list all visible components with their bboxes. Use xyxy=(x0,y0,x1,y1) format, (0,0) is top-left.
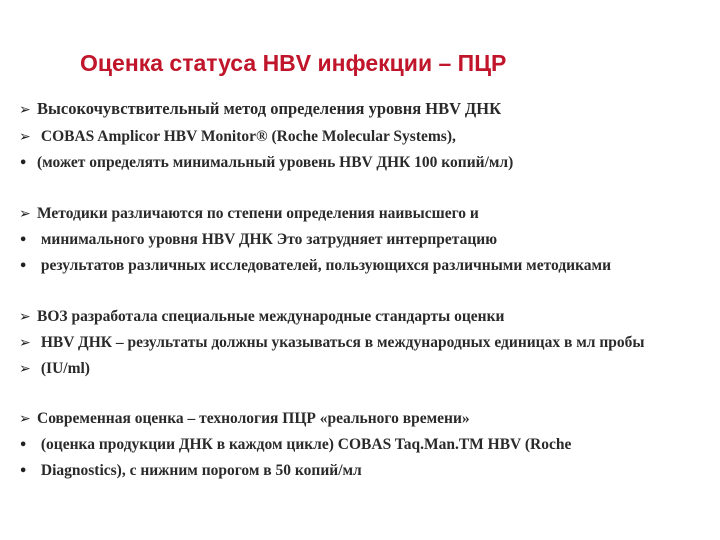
list-item xyxy=(19,460,362,483)
list-item xyxy=(19,126,456,148)
slide-title: Оценка статуса HBV инфекции – ПЦР xyxy=(80,50,507,76)
list-item xyxy=(19,98,501,121)
list-item xyxy=(19,434,571,457)
arrow-bullet-icon: ➢ xyxy=(19,309,31,325)
arrow-bullet-icon: ➢ xyxy=(19,361,31,377)
list-item-text: Diagnostics), с нижним порогом в 50 копий/мл xyxy=(37,462,362,479)
list-item xyxy=(19,332,645,354)
arrow-bullet-icon: ➢ xyxy=(19,129,31,145)
list-item-text: ВОЗ разработала специальные международные стандарты оценки xyxy=(37,308,505,325)
list-item xyxy=(19,358,90,380)
list-item xyxy=(19,408,470,430)
list-item-text: результатов различных исследователей, пользующихся различными методиками xyxy=(37,257,612,274)
list-item xyxy=(19,229,497,252)
list-item xyxy=(19,203,479,225)
arrow-bullet-icon: ➢ xyxy=(19,335,31,351)
list-item-text: Высокочувствительный метод определения уровня HBV ДНК xyxy=(37,99,502,118)
dot-bullet-icon: • xyxy=(19,259,28,274)
list-item-text: HBV ДНК – результаты должны указываться в международных единицах в мл пробы xyxy=(37,334,645,351)
dot-bullet-icon: • xyxy=(19,156,28,171)
list-item-text: (может определять минимальный уровень HBV ДНК 100 копий/мл) xyxy=(37,154,514,171)
dot-bullet-icon: • xyxy=(19,233,28,248)
list-item-text: (оценка продукции ДНК в каждом цикле) COBAS Taq.Man.TM HBV (Roche xyxy=(37,436,572,453)
list-item-text: (IU/ml) xyxy=(37,360,90,377)
arrow-bullet-icon: ➢ xyxy=(19,411,31,427)
list-item xyxy=(19,306,504,328)
list-item-text: Современная оценка – технология ПЦР «реального времени» xyxy=(37,410,470,427)
dot-bullet-icon: • xyxy=(19,464,28,479)
list-item-text: минимального уровня HBV ДНК Это затрудняет интерпретацию xyxy=(37,231,498,248)
list-item-text: Методики различаются по степени определения наивысшего и xyxy=(37,205,479,222)
dot-bullet-icon: • xyxy=(19,438,28,453)
list-item xyxy=(19,152,513,175)
list-item-text: COBAS Amplicor HBV Monitor® (Roche Molecular Systems), xyxy=(37,128,456,145)
list-item xyxy=(19,255,611,278)
arrow-bullet-icon: ➢ xyxy=(19,102,31,118)
arrow-bullet-icon: ➢ xyxy=(19,206,31,222)
